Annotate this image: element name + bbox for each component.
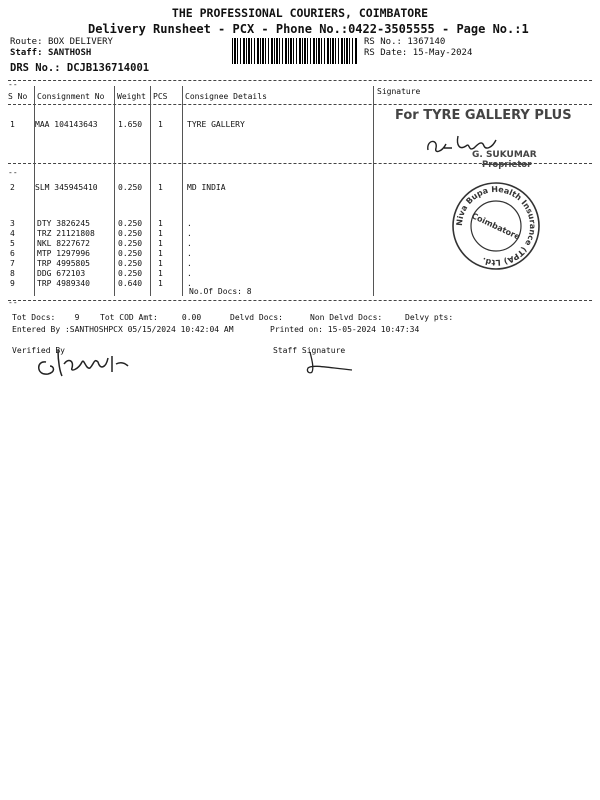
cell-weight: 0.250 xyxy=(118,259,143,268)
entered-by: Entered By :SANTHOSHPCX 05/15/2024 10:42:04 AM xyxy=(12,325,234,334)
staff-signature-mark xyxy=(300,350,360,376)
col-line-3 xyxy=(150,86,151,296)
col-header-sno: S No xyxy=(8,92,28,101)
cell-details: TYRE GALLERY xyxy=(187,120,245,129)
cell-weight: 1.650 xyxy=(118,120,143,129)
drs-value: DCJB136714001 xyxy=(66,62,150,74)
verified-by-label: Verified By xyxy=(12,346,65,355)
dash-mark-3: -- xyxy=(8,298,18,307)
insurance-seal xyxy=(450,180,542,272)
drs-label: DRS No.: xyxy=(10,62,61,74)
sukumar-name: G. SUKUMAR xyxy=(472,150,537,160)
rs-date-value: 15-May-2024 xyxy=(412,48,473,58)
rs-date-label: RS Date: xyxy=(364,48,408,58)
tot-docs xyxy=(12,313,79,322)
rs-date-row xyxy=(364,48,472,58)
cell-details: . xyxy=(187,279,192,288)
rs-no-value: 1367140 xyxy=(407,37,446,47)
cell-details: MD INDIA xyxy=(187,183,226,192)
col-line-4 xyxy=(182,86,183,296)
tyre-gallery-stamp: For TYRE GALLERY PLUS xyxy=(395,108,572,123)
cell-pcs: 1 xyxy=(158,249,163,258)
delvd-docs-label: Delvd Docs: xyxy=(230,313,283,322)
runsheet-title: Delivery Runsheet - PCX - Phone No.:0422-3505555 - Page No.:1 xyxy=(88,22,529,36)
cell-sno: 1 xyxy=(10,120,15,129)
cell-sno: 9 xyxy=(10,279,15,288)
rule-table-bottom xyxy=(8,300,592,301)
col-header-weight: Weight xyxy=(117,92,146,101)
cell-weight: 0.250 xyxy=(118,239,143,248)
tot-cod xyxy=(100,313,201,322)
cell-pcs: 1 xyxy=(158,183,163,192)
cell-weight: 0.250 xyxy=(118,269,143,278)
staff-value: SANTHOSH xyxy=(47,48,92,58)
cell-sno: 7 xyxy=(10,259,15,268)
seal-outer-text: Niva Bupa Health Insurance (TPA) Ltd. xyxy=(454,184,538,268)
col-header-consignment: Consignment No xyxy=(37,92,105,101)
company-title: THE PROFESSIONAL COURIERS, COIMBATORE xyxy=(171,6,429,20)
cell-pcs: 1 xyxy=(158,239,163,248)
cell-pcs: 1 xyxy=(158,229,163,238)
tot-cod-label: Tot COD Amt: xyxy=(100,313,158,322)
cell-details: . xyxy=(187,259,192,268)
col-line-2 xyxy=(114,86,115,296)
col-header-consignee: Consignee Details xyxy=(185,92,267,101)
sukumar-title: Proprietor xyxy=(482,160,532,170)
cell-pcs: 1 xyxy=(158,279,163,288)
cell-consignment: TRP 4989340 xyxy=(37,279,90,288)
col-header-pcs: PCS xyxy=(153,92,168,101)
dash-mark-1: -- xyxy=(8,80,18,89)
cell-consignment: MTP 1297996 xyxy=(37,249,90,258)
route-label: Route: xyxy=(10,37,43,47)
dash-mark-2: -- xyxy=(8,168,18,177)
rs-no-label: RS No.: xyxy=(364,37,402,47)
cell-weight: 0.250 xyxy=(118,183,143,192)
no-of-docs: No.Of Docs: 8 xyxy=(189,287,252,296)
cell-pcs: 1 xyxy=(158,219,163,228)
cell-details: . xyxy=(187,249,192,258)
verifier-signature xyxy=(28,342,138,382)
tot-docs-label: Tot Docs: xyxy=(12,313,56,322)
cell-sno: 5 xyxy=(10,239,15,248)
printed-on: Printed on: 15-05-2024 10:47:34 xyxy=(270,325,420,334)
cell-details: . xyxy=(187,219,192,228)
cell-sno: 2 xyxy=(10,183,15,192)
cell-pcs: 1 xyxy=(158,269,163,278)
cell-weight: 0.250 xyxy=(118,249,143,258)
staff-signature-label: Staff Signature xyxy=(273,346,346,355)
cell-consignment: TRP 4995805 xyxy=(37,259,90,268)
staff-label: Staff: xyxy=(10,48,43,58)
rule-top xyxy=(8,80,592,81)
cell-consignment: DTY 3826245 xyxy=(37,219,90,228)
cell-pcs: 1 xyxy=(158,259,163,268)
cell-consignment: DDG 672103 xyxy=(37,269,86,278)
cell-pcs: 1 xyxy=(158,120,163,129)
col-header-signature: Signature xyxy=(377,87,421,96)
cell-weight: 0.250 xyxy=(118,229,143,238)
cell-consignment: SLM 345945410 xyxy=(35,183,98,192)
cell-weight: 0.250 xyxy=(118,219,143,228)
cell-weight: 0.640 xyxy=(118,279,143,288)
cell-consignment: TRZ 21121808 xyxy=(37,229,95,238)
barcode xyxy=(232,38,358,64)
rule-header-bottom xyxy=(8,104,592,105)
non-delvd-docs-label: Non Delvd Docs: xyxy=(310,313,383,322)
col-line-5 xyxy=(373,86,374,296)
tot-cod-value: 0.00 xyxy=(181,313,202,322)
cell-consignment: NKL 8227672 xyxy=(37,239,90,248)
cell-details: . xyxy=(187,239,192,248)
staff-row xyxy=(10,48,91,58)
cell-details: . xyxy=(187,269,192,278)
drs-row xyxy=(10,62,149,74)
delvy-pts-label: Delvy pts: xyxy=(405,313,454,322)
route-value: BOX DELIVERY xyxy=(47,37,113,47)
cell-sno: 6 xyxy=(10,249,15,258)
rs-no-row xyxy=(364,37,445,47)
cell-sno: 3 xyxy=(10,219,15,228)
tot-docs-value: 9 xyxy=(74,313,80,322)
route-row xyxy=(10,37,113,47)
cell-sno: 4 xyxy=(10,229,15,238)
cell-consignment: MAA 104143643 xyxy=(35,120,98,129)
cell-sno: 8 xyxy=(10,269,15,278)
seal-inner-text: Coimbatore xyxy=(470,211,522,242)
cell-details: . xyxy=(187,229,192,238)
